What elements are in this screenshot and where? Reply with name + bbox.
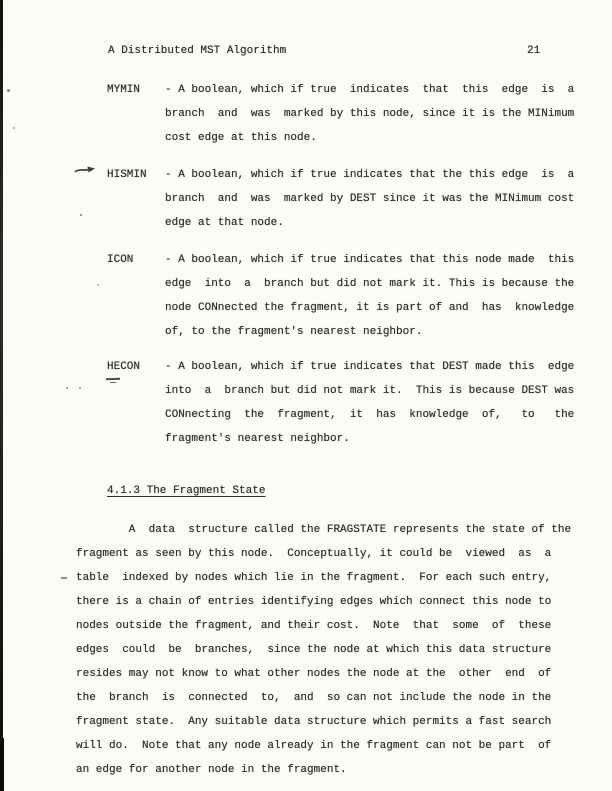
scan-margin-dash (61, 577, 67, 579)
definition-line: edge at that node. (165, 217, 284, 229)
paragraph-line: will do. Note that any node already in the fragment can not be part of (76, 740, 552, 752)
definition-line: - A boolean, which if true indicates that this edge is a (165, 84, 575, 96)
scan-speck (80, 214, 82, 216)
definition-line: - A boolean, which if true indicates that the this edge is a (165, 169, 575, 181)
definition-line: branch and was marked by DEST since it was the MINimum cost (165, 193, 575, 205)
paragraph-line: table indexed by nodes which lie in the fragment. For each such entry, (76, 572, 552, 584)
definition-entry-hismin (107, 163, 587, 235)
running-title: A Distributed MST Algorithm (108, 45, 287, 57)
paragraph-line: fragment state. Any suitable data structure which permits a fast search (76, 716, 552, 728)
scan-speck (7, 89, 10, 92)
paragraph-line: A data structure called the FRAGSTATE represents the state of the (76, 524, 572, 536)
paragraph-line: nodes outside the fragment, and their cost. Note that some of these (76, 620, 552, 632)
definition-term: ICON (107, 254, 134, 266)
definition-term: MYMIN (107, 84, 141, 96)
page-number: 21 (527, 45, 541, 57)
definition-line: - A boolean, which if true indicates that DEST made this edge (165, 361, 575, 373)
definition-line: cost edge at this node. (165, 132, 317, 144)
definition-entry-icon (107, 248, 587, 344)
definition-line: fragment's nearest neighbor. (165, 433, 350, 445)
definition-line: - A boolean, which if true indicates that this node made this (165, 254, 575, 266)
page-header (0, 45, 612, 61)
paragraph-line: the branch is connected to, and so can not include the node in the (76, 692, 552, 704)
definition-line: into a branch but did not mark it. This is because DEST was (165, 385, 575, 397)
definition-line: CONnecting the fragment, it has knowledge of, to the (165, 409, 575, 421)
definition-line: edge into a branch but did not mark it. This is because the (165, 278, 575, 290)
scan-speck (79, 387, 81, 389)
definition-line: of, to the fragment's nearest neighbor. (165, 326, 423, 338)
definition-line: node CONnected the fragment, it is part of and has knowledge (165, 302, 575, 314)
paragraph-line: edges could be branches, since the node at which this data structure (76, 644, 552, 656)
definition-body (165, 78, 587, 150)
scan-edge-strip-bottom (0, 738, 4, 791)
scan-speck (97, 284, 99, 286)
definition-term: HECON (107, 361, 141, 373)
definition-term: HISMIN (107, 169, 147, 181)
definition-body (165, 163, 587, 235)
section-heading: 4.1.3 The Fragment State (107, 485, 266, 497)
definition-line: branch and was marked by this node, since it is the MINimum (165, 108, 575, 120)
paragraph-line: there is a chain of entries identifying edges which connect this node to (76, 596, 552, 608)
handwritten-arrow-icon (74, 163, 96, 176)
definition-entry-hecon (107, 355, 587, 451)
body-paragraph (76, 518, 586, 782)
definition-body (165, 248, 587, 344)
definition-body (165, 355, 587, 451)
scan-edge-strip (0, 0, 3, 791)
paragraph-line: an edge for another node in the fragment. (76, 764, 347, 776)
scan-speck (13, 127, 15, 129)
paragraph-line: fragment as seen by this node. Conceptually, it could be viewed as a (76, 548, 552, 560)
paragraph-line: resides may not know to what other nodes the node at the other end of (76, 668, 552, 680)
scan-speck (66, 387, 68, 389)
definition-entry-mymin (107, 78, 587, 150)
